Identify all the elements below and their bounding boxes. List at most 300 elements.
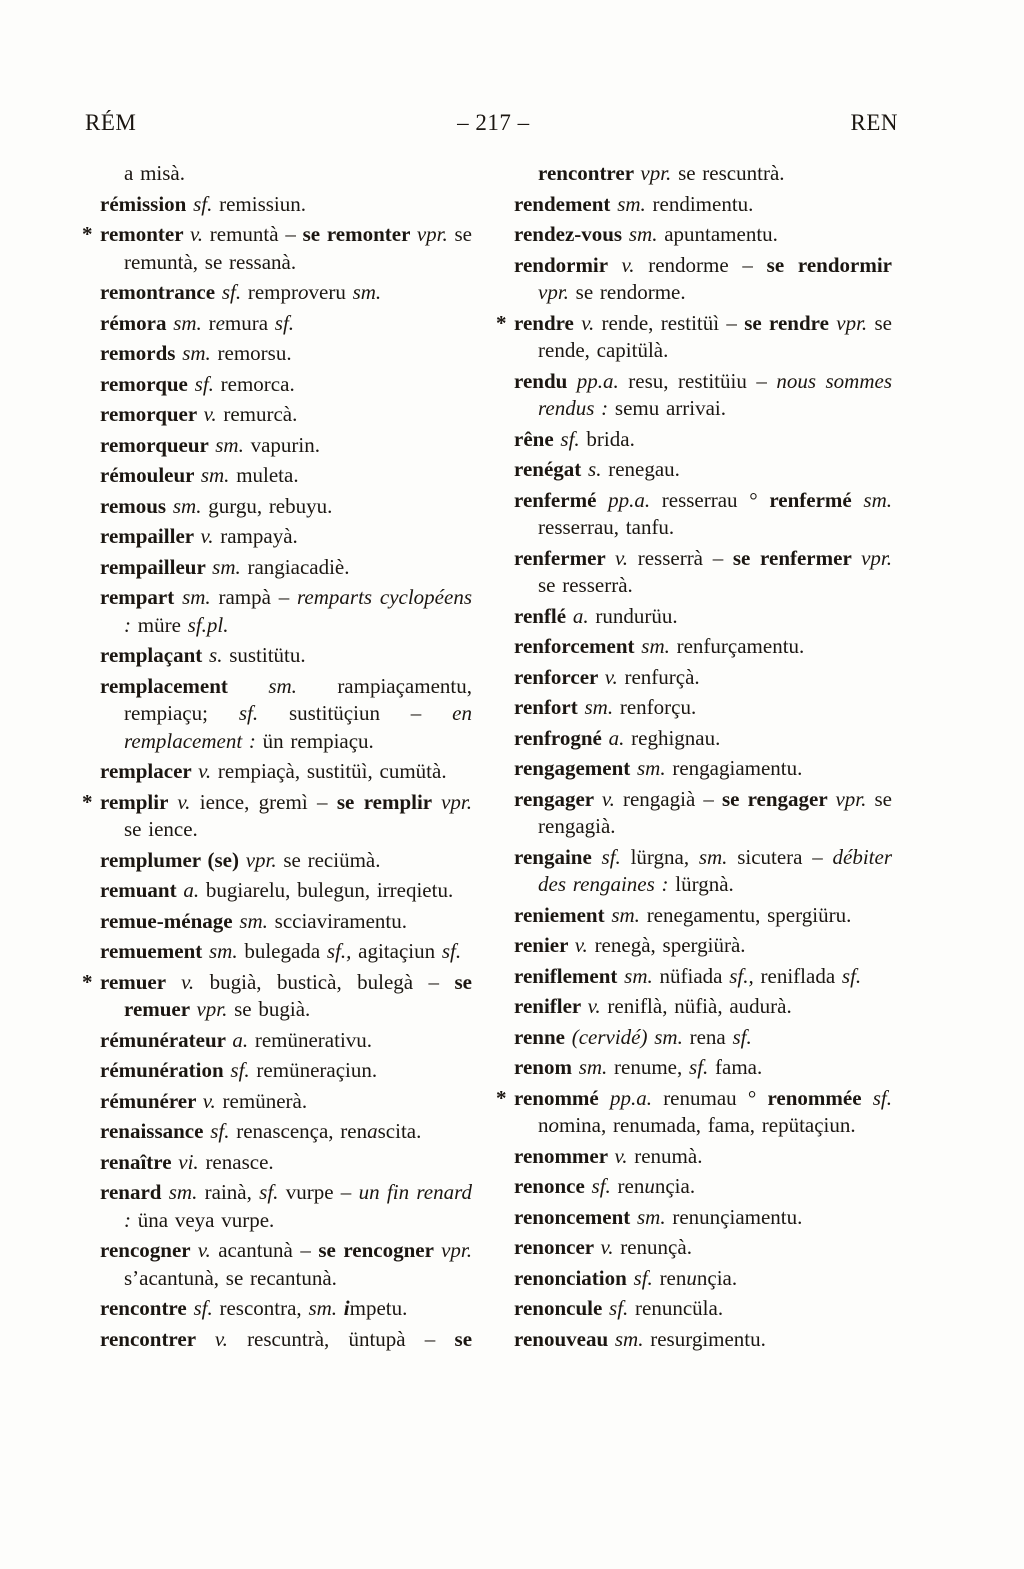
italic-label-text: v.	[601, 786, 623, 811]
headword-text: se renfermer	[732, 545, 862, 570]
header-page-number: – 217 –	[457, 110, 530, 135]
italic-label-text: sf.	[601, 844, 631, 869]
italic-label-text: sm.	[628, 222, 665, 246]
plain-text: rendimentu.	[652, 191, 754, 216]
dictionary-entry	[514, 902, 892, 930]
plain-text: resserrà –	[637, 545, 733, 570]
plain-text: lürgna,	[630, 844, 699, 869]
dictionary-entry	[514, 426, 892, 454]
italic-label-text: a.	[183, 878, 206, 902]
italic-label-text: sf.	[872, 1085, 893, 1110]
dictionary-entry	[514, 1024, 892, 1052]
dictionary-entry	[514, 694, 892, 722]
plain-text: bugià, busticà, bulegà –	[209, 969, 455, 994]
dictionary-entry	[514, 456, 892, 484]
italic-label-text: o	[548, 1113, 559, 1137]
plain-text: scita.	[377, 1119, 422, 1143]
headword-text: rémunération	[100, 1058, 231, 1082]
italic-label-text: v.	[621, 252, 649, 277]
headword-text: rempart	[100, 585, 183, 609]
italic-label-text: a	[367, 1119, 378, 1143]
italic-label-text: sm.	[212, 554, 248, 579]
headword-text: rendement	[514, 191, 618, 216]
star-marker: *	[82, 969, 93, 994]
headword-text: renier	[514, 933, 575, 957]
headword-text: renouveau	[514, 1326, 615, 1351]
headword-text: se remonter	[302, 222, 417, 246]
italic-label-text: v.	[197, 1238, 219, 1262]
plain-text: resserrau °	[661, 487, 770, 512]
dictionary-entry	[100, 908, 472, 936]
plain-text: rende, restitüì –	[601, 310, 745, 335]
italic-label-text: sf.	[633, 1265, 660, 1290]
dictionary-entry	[100, 371, 472, 399]
dictionary-entry	[100, 310, 472, 338]
headword-text: rendre	[514, 310, 582, 335]
italic-label-text: (cervidé)	[571, 1024, 655, 1049]
plain-text: remorca.	[220, 371, 295, 396]
dictionary-entry	[100, 1295, 472, 1323]
headword-text: rémora	[100, 310, 174, 335]
plain-text: mura	[224, 310, 275, 335]
headword-text: renfermé	[514, 487, 609, 512]
bold-italic-text: i	[343, 1296, 350, 1320]
plain-text: renfurçamentu.	[676, 634, 805, 658]
italic-label-text: remparts cyclopéens :	[124, 585, 473, 637]
dictionary-entry	[100, 847, 472, 875]
italic-label-text: sf.	[259, 1180, 286, 1204]
dictionary-entry	[514, 844, 892, 899]
dictionary-entry	[514, 191, 892, 219]
italic-label-text: a.	[572, 603, 596, 628]
italic-label-text: sm.	[200, 463, 237, 487]
headword-text: remords	[100, 341, 183, 365]
italic-label-text: sm.	[239, 908, 275, 933]
headword-text: renifler	[514, 994, 588, 1018]
dictionary-entry	[100, 432, 472, 460]
plain-text: rescuntrà, üntupà –	[247, 1326, 455, 1351]
italic-label-text: sm.	[578, 1055, 615, 1079]
plain-text: sustitüçiun –	[288, 701, 453, 725]
italic-label-text: vi.	[178, 1149, 206, 1174]
dictionary-entry	[100, 462, 472, 490]
italic-label-text: sm.	[215, 432, 251, 457]
dictionary-entry	[100, 523, 472, 551]
italic-label-text: sf.	[230, 1058, 257, 1082]
headword-text: remplacement	[100, 673, 269, 698]
headword-text: rempailler	[100, 524, 201, 548]
italic-label-text: v.	[189, 222, 210, 246]
plain-text: renuncüla.	[635, 1296, 724, 1320]
headword-text: remous	[100, 493, 173, 518]
dictionary-entry	[100, 584, 472, 639]
plain-text: reniflà, nüfià, audurà.	[607, 994, 792, 1018]
italic-label-text: sm.	[584, 695, 620, 719]
italic-label-text: sf.,	[326, 939, 359, 963]
dictionary-entry	[514, 368, 892, 423]
headword-text: renoncule	[514, 1296, 610, 1320]
italic-label-text: vpr.	[245, 847, 284, 872]
plain-text: nüfiada	[659, 963, 730, 988]
plain-text: renunçà.	[620, 1235, 692, 1259]
italic-label-text: sm.	[172, 493, 209, 518]
italic-label-text: v.	[574, 933, 595, 957]
headword-text: remuant	[100, 878, 184, 902]
plain-text: renegà, spergiürà.	[594, 933, 746, 957]
dictionary-entry	[514, 725, 892, 753]
plain-text: scciaviramentu.	[274, 908, 408, 933]
italic-label-text: v.	[203, 402, 224, 426]
italic-label-text: sm.	[614, 1326, 651, 1351]
italic-label-text: v.	[214, 1326, 248, 1351]
headword-text: se rencogner	[318, 1238, 442, 1262]
headword-text: renard	[100, 1180, 169, 1204]
plain-text: muleta.	[236, 463, 299, 487]
dictionary-entry	[514, 603, 892, 631]
italic-label-text: sm.	[698, 844, 738, 869]
headword-text: renoncer	[514, 1235, 601, 1259]
italic-label-text: v.	[587, 994, 608, 1018]
plain-text: r	[208, 310, 216, 335]
italic-label-text: a.	[232, 1027, 255, 1052]
italic-label-text: pp.a.	[609, 1085, 664, 1110]
dictionary-entry	[100, 1118, 472, 1146]
plain-text: renegau.	[608, 457, 680, 481]
headword-text: se remuer	[124, 969, 472, 1021]
dictionary-entry	[514, 1234, 892, 1262]
italic-label-text: sm.	[209, 939, 245, 963]
headword-text: se rendre	[744, 310, 837, 335]
dictionary-entry	[100, 1088, 472, 1116]
dictionary-entry	[514, 487, 892, 542]
plain-text: apuntamentu.	[664, 222, 778, 246]
headword-text: rémission	[100, 191, 194, 216]
dictionary-entry	[514, 664, 892, 692]
dictionary-entry	[514, 545, 892, 600]
italic-label-text: sm.	[654, 1024, 690, 1049]
plain-text: semu arrivai.	[614, 396, 727, 420]
dictionary-entry	[82, 969, 472, 1024]
plain-text: acantunà –	[218, 1238, 319, 1262]
headword-text: rémunérateur	[100, 1027, 233, 1052]
headword-text: renommée	[767, 1085, 873, 1110]
plain-text: se remuntà, se ressanà.	[124, 222, 472, 274]
headword-text: rencontrer	[100, 1326, 215, 1351]
headword-text: se remplir	[336, 789, 442, 814]
italic-label-text: s.	[209, 643, 230, 667]
plain-text: renumau °	[663, 1085, 768, 1110]
plain-text: fama.	[715, 1055, 763, 1079]
italic-label-text: vpr.	[538, 280, 576, 304]
plain-text: müre	[137, 612, 188, 637]
headword-text: renonce	[514, 1174, 592, 1198]
headword-text: rengagement	[514, 756, 637, 780]
headword-text: renoncement	[514, 1204, 637, 1229]
italic-label-text: sf.	[193, 191, 220, 216]
headword-text: renaissance	[100, 1119, 211, 1143]
plain-text: renascença, ren	[236, 1119, 368, 1143]
plain-text: sicutera –	[737, 844, 833, 869]
italic-label-text: sf.	[609, 1296, 636, 1320]
italic-label-text: sm.	[624, 963, 660, 988]
italic-label-text: sm.	[617, 191, 653, 216]
dictionary-entry	[100, 1237, 472, 1292]
italic-label-text: vpr.	[441, 789, 473, 814]
italic-label-text: vpr.	[836, 310, 875, 335]
plain-text: reniflada	[760, 963, 842, 988]
plain-text: rempiaçà, sustitüì, cumütà.	[217, 759, 447, 783]
italic-label-text: vpr.	[640, 161, 679, 185]
plain-text: nçia.	[696, 1265, 738, 1290]
dictionary-entry	[514, 221, 892, 249]
dictionary-entry	[82, 221, 472, 276]
headword-text: rendez-vous	[514, 222, 629, 246]
dictionary-entry	[514, 1054, 892, 1082]
star-marker: *	[82, 222, 93, 246]
italic-label-text: sm.	[611, 902, 647, 927]
plain-text: rampiaçamentu, rempiaçu;	[124, 673, 472, 725]
plain-text: remuntà –	[209, 222, 303, 246]
headword-text: remorqueur	[100, 432, 216, 457]
italic-label-text: pp.a.	[576, 368, 629, 393]
headword-text: se rendormir	[766, 252, 892, 277]
plain-text: gurgu, rebuyu.	[208, 493, 333, 518]
italic-label-text: o	[298, 280, 309, 304]
plain-text: rengagiamentu.	[672, 756, 803, 780]
italic-label-text: v.	[202, 1088, 223, 1113]
plain-text: rena	[689, 1024, 733, 1049]
italic-label-text: sm.	[182, 585, 219, 609]
plain-text: rescontra,	[219, 1296, 309, 1320]
headword-text: renommé	[514, 1085, 610, 1110]
right-column	[496, 160, 893, 1356]
italic-label-text: sf.	[560, 426, 587, 451]
headword-text: remplumer (se)	[100, 847, 246, 872]
dictionary-entry	[496, 1085, 893, 1140]
plain-text: agitaçiun	[358, 939, 442, 963]
headword-text: renforcement	[514, 634, 642, 658]
dictionary-entry	[514, 1143, 892, 1171]
plain-text: vapurin.	[250, 432, 320, 457]
plain-text: remünerà.	[222, 1088, 308, 1113]
headword-text: remuer	[100, 969, 182, 994]
dictionary-entry	[100, 758, 472, 786]
plain-text: renume,	[614, 1055, 690, 1079]
headword-text: remplir	[100, 789, 178, 814]
plain-text: remünerativu.	[254, 1027, 373, 1052]
headword-text: reniement	[514, 902, 612, 927]
italic-label-text: sf.	[591, 1174, 618, 1198]
headword-text: rêne	[514, 426, 561, 451]
italic-label-text: pp.a.	[608, 487, 662, 512]
dictionary-entry	[100, 1149, 472, 1177]
plain-text: vurpe –	[285, 1180, 359, 1204]
headword-text: renfrogné	[514, 725, 609, 750]
italic-label-text: sf.	[274, 310, 295, 335]
dictionary-entry	[100, 493, 472, 521]
plain-text: a misà.	[124, 161, 185, 185]
italic-label-text: e	[215, 310, 225, 335]
plain-text: rempr	[247, 280, 298, 304]
plain-text: resserrau, tanfu.	[538, 515, 675, 539]
italic-label-text: s.	[588, 457, 609, 481]
star-marker: *	[496, 1085, 507, 1110]
plain-text: renegamentu, spergiüru.	[646, 902, 852, 927]
star-marker: *	[82, 789, 93, 814]
headword-text: rencontrer	[538, 161, 641, 185]
plain-text: renumà.	[634, 1143, 703, 1168]
italic-label-text: sf.,	[729, 963, 761, 988]
plain-text: se rende, capitülà.	[538, 310, 892, 362]
headword-text: remue-ménage	[100, 908, 240, 933]
dictionary-entry	[100, 1326, 472, 1354]
headword-text: renflé	[514, 603, 573, 628]
headword-text: se	[454, 1326, 473, 1351]
headword-text: remuement	[100, 939, 209, 963]
headword-text: renfort	[514, 695, 585, 719]
plain-text: se rendorme.	[575, 280, 686, 304]
plain-text: rainà,	[204, 1180, 260, 1204]
headword-text: renfermer	[514, 545, 616, 570]
italic-label-text: sf.	[732, 1024, 752, 1049]
plain-text: sustitütu.	[229, 643, 306, 667]
dictionary-entry	[100, 340, 472, 368]
italic-label-text: en remplacement :	[124, 701, 472, 753]
headword-text: reniflement	[514, 963, 625, 988]
dictionary-entry	[100, 279, 472, 307]
plain-text: nçia.	[654, 1174, 696, 1198]
italic-label-text: v.	[200, 524, 221, 548]
headword-text: renonciation	[514, 1265, 634, 1290]
dictionary-entry	[514, 932, 892, 960]
italic-label-text: sf.	[193, 1296, 220, 1320]
plain-text: resurgimentu.	[650, 1326, 766, 1351]
italic-label-text: vpr.	[416, 222, 455, 246]
italic-label-text: vpr.	[835, 786, 875, 811]
dictionary-entry	[100, 554, 472, 582]
dictionary-entry	[514, 1265, 892, 1293]
italic-label-text: a.	[608, 725, 632, 750]
left-column	[82, 160, 473, 1356]
plain-text: remorsu.	[217, 341, 292, 365]
headword-text: renfermé	[769, 487, 864, 512]
italic-label-text: sf.	[841, 963, 862, 988]
dictionary-entry	[514, 633, 892, 661]
dictionary-entry	[100, 673, 472, 756]
plain-text: üna veya vurpe.	[137, 1207, 275, 1232]
plain-text: ün rempiaçu.	[262, 728, 374, 753]
plain-text: rampà –	[218, 585, 298, 609]
dictionary-entry	[100, 160, 472, 188]
plain-text: ience, gremì –	[199, 789, 337, 814]
italic-label-text: sm.	[168, 1180, 205, 1204]
dictionary-entry	[100, 1027, 472, 1055]
plain-text: rampayà.	[220, 524, 298, 548]
dictionary-entry	[100, 1057, 472, 1085]
headword-text: remontrance	[100, 280, 222, 304]
italic-label-text: nous sommes rendus :	[538, 368, 893, 420]
headword-text: se rengager	[722, 786, 836, 811]
headword-text: renommer	[514, 1143, 615, 1168]
italic-label-text: sm.	[352, 280, 382, 304]
dictionary-entry	[100, 401, 472, 429]
dictionary-entry	[82, 789, 473, 844]
headword-text: rengaine	[514, 844, 602, 869]
plain-text: se rengagià.	[538, 786, 892, 838]
headword-text: rencontre	[100, 1296, 194, 1320]
dictionary-entry	[514, 1173, 892, 1201]
dictionary-entry	[100, 191, 472, 219]
dictionary-entry	[514, 1295, 892, 1323]
italic-label-text: v.	[177, 789, 200, 814]
headword-text: rengager	[514, 786, 602, 811]
plain-text: renasce.	[205, 1149, 274, 1174]
italic-label-text: sm.	[641, 634, 677, 658]
italic-label-text: vpr.	[196, 997, 235, 1021]
plain-text: rendorme –	[648, 252, 767, 277]
italic-label-text: v.	[615, 545, 638, 570]
plain-text: ren	[617, 1174, 645, 1198]
plain-text: se resserrà.	[538, 573, 633, 597]
headword-text: renforcer	[514, 664, 605, 689]
plain-text: ren	[659, 1265, 687, 1290]
plain-text: renforçu.	[619, 695, 697, 719]
dictionary-entry	[496, 310, 892, 365]
dictionary-entry	[514, 1204, 892, 1232]
plain-text: bugiarelu, bulegun, irreqietu.	[205, 878, 454, 902]
headword-text: renaître	[100, 1149, 179, 1174]
page-header	[85, 110, 898, 136]
star-marker: *	[496, 310, 507, 335]
italic-label-text: sm.	[268, 673, 338, 698]
dictionary-entry	[100, 642, 472, 670]
italic-label-text: sm.	[637, 1204, 673, 1229]
headword-text: rencogner	[100, 1238, 198, 1262]
dictionary-entry	[100, 938, 472, 966]
dictionary-entry	[514, 993, 892, 1021]
dictionary-entry	[514, 252, 892, 307]
plain-text: remurcà.	[223, 402, 298, 426]
plain-text: renfurçà.	[624, 664, 700, 689]
italic-label-text: vpr.	[441, 1238, 472, 1262]
italic-label-text: v.	[181, 969, 210, 994]
italic-label-text: sf.	[238, 701, 289, 725]
dictionary-entry	[100, 877, 472, 905]
italic-label-text: v.	[604, 664, 625, 689]
headword-text: rempailleur	[100, 554, 213, 579]
plain-text: remüneraçiun.	[256, 1058, 378, 1082]
header-guideword-left: RÉM	[85, 110, 137, 135]
plain-text: se bugià.	[234, 997, 311, 1021]
plain-text: rengagià –	[622, 786, 722, 811]
italic-label-text: un fin renard :	[124, 1180, 472, 1232]
italic-label-text: sf.pl.	[187, 612, 229, 637]
headword-text: rendormir	[514, 252, 622, 277]
italic-label-text: sf.	[221, 280, 248, 304]
headword-text: renne	[514, 1024, 572, 1049]
italic-label-text: sf.	[689, 1055, 716, 1079]
plain-text: n	[538, 1113, 549, 1137]
italic-label-text: sf.	[441, 939, 462, 963]
italic-label-text: sm.	[173, 310, 209, 335]
headword-text: remorque	[100, 371, 195, 396]
italic-label-text: u	[686, 1265, 697, 1290]
header-guideword-right: REN	[850, 110, 898, 135]
italic-label-text: sm.	[182, 341, 218, 365]
headword-text: rémunérer	[100, 1088, 203, 1113]
plain-text: veru	[308, 280, 353, 304]
plain-text: s’acantunà, se recantunà.	[124, 1265, 337, 1290]
